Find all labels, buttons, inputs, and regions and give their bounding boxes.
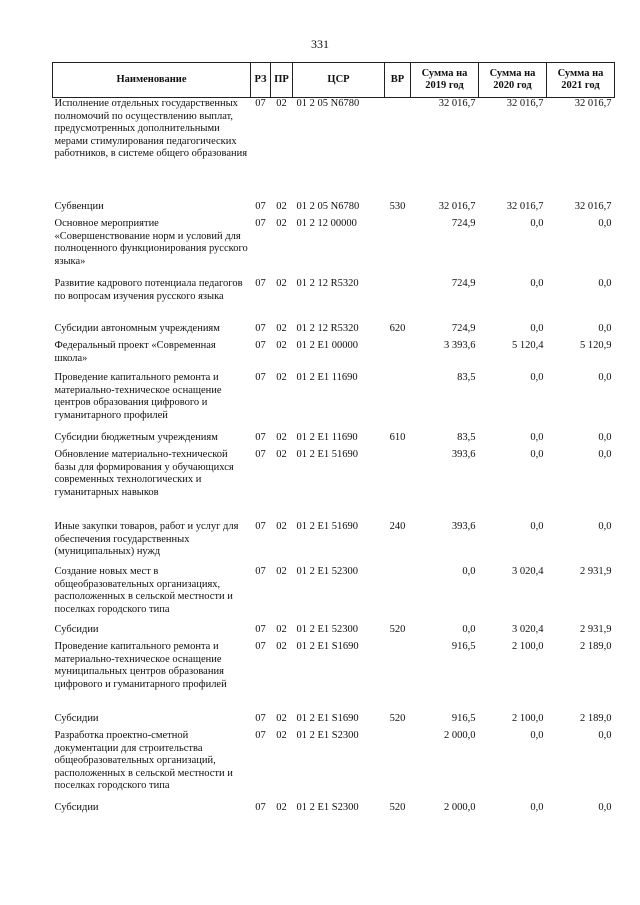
row-name: Проведение капитального ремонта и материально-техническое оснащение муниципальных центров образования цифрового и гуманитарного профилей [54, 641, 227, 690]
table-row [53, 521, 615, 566]
row-csr: 01 2 E1 S2300 [296, 802, 359, 813]
row-name: Проведение капитального ремонта и материально-техническое оснащение центров образования цифрового и гуманитарного профилей [54, 372, 222, 421]
row-pr: 02 [276, 278, 287, 289]
row-pr: 02 [276, 340, 287, 351]
row-rz: 07 [255, 372, 266, 383]
row-sum-2019: 83,5 [457, 372, 476, 383]
table-row [53, 730, 615, 802]
header-2021: Сумма на 2021 год [547, 63, 615, 98]
row-csr: 01 2 05 N6780 [296, 201, 360, 212]
row-sum-2020: 0,0 [530, 802, 544, 813]
table-row [53, 278, 615, 323]
row-sum-2020: 32 016,7 [506, 201, 544, 212]
row-rz: 07 [255, 730, 266, 741]
row-sum-2019: 0,0 [462, 566, 476, 577]
table-row [53, 340, 615, 372]
row-sum-2021: 2 189,0 [580, 641, 612, 652]
row-vr [385, 278, 411, 323]
row-csr: 01 2 E1 S1690 [296, 641, 359, 652]
row-sum-2019: 724,9 [451, 323, 476, 334]
row-name: Иные закупки товаров, работ и услуг для обеспечения государственных (муниципальных) нужд [54, 521, 239, 557]
row-sum-2019: 83,5 [457, 432, 476, 443]
row-sum-2021: 0,0 [598, 521, 612, 532]
table-row [53, 432, 615, 449]
header-csr: ЦСР [293, 63, 385, 98]
row-vr [385, 218, 411, 278]
row-rz: 07 [255, 340, 266, 351]
row-sum-2021: 0,0 [598, 372, 612, 383]
row-pr: 02 [276, 432, 287, 443]
row-sum-2020: 0,0 [530, 730, 544, 741]
row-sum-2019: 3 393,6 [444, 340, 476, 351]
row-rz: 07 [255, 278, 266, 289]
header-vr: ВР [385, 63, 411, 98]
row-pr: 02 [276, 802, 287, 813]
table-header-row [53, 63, 615, 98]
table-row [53, 566, 615, 624]
row-pr: 02 [276, 323, 287, 334]
row-sum-2019: 393,6 [451, 449, 476, 460]
row-rz: 07 [255, 802, 266, 813]
row-name: Субсидии [54, 802, 99, 813]
row-vr [385, 730, 411, 802]
row-csr: 01 2 05 N6780 [296, 98, 360, 109]
row-vr: 240 [389, 521, 406, 532]
row-rz: 07 [255, 98, 266, 109]
row-sum-2020: 0,0 [530, 323, 544, 334]
row-csr: 01 2 E1 S2300 [296, 730, 359, 741]
table-row [53, 449, 615, 521]
row-rz: 07 [255, 566, 266, 577]
row-sum-2020: 0,0 [530, 218, 544, 229]
row-name: Субсидии автономным учреждениям [54, 323, 220, 334]
row-name: Основное мероприятие «Совершенствование норм и условий для полноценного функционирования русского языка» [54, 218, 248, 267]
row-csr: 01 2 E1 S1690 [296, 713, 359, 724]
row-sum-2020: 0,0 [530, 449, 544, 460]
table-row [53, 372, 615, 432]
row-sum-2019: 2 000,0 [444, 802, 476, 813]
table-row [53, 98, 615, 202]
table-row [53, 802, 615, 819]
row-pr: 02 [276, 98, 287, 109]
table-row [53, 641, 615, 713]
row-sum-2019: 916,5 [451, 713, 476, 724]
row-vr: 610 [389, 432, 406, 443]
row-csr: 01 2 E1 51690 [296, 449, 359, 460]
row-sum-2020: 0,0 [530, 432, 544, 443]
row-csr: 01 2 E1 52300 [296, 624, 359, 635]
row-rz: 07 [255, 521, 266, 532]
header-2020: Сумма на 2020 год [479, 63, 547, 98]
row-rz: 07 [255, 432, 266, 443]
header-2019: Сумма на 2019 год [411, 63, 479, 98]
row-sum-2019: 32 016,7 [438, 201, 476, 212]
row-pr: 02 [276, 521, 287, 532]
row-sum-2019: 724,9 [451, 218, 476, 229]
row-rz: 07 [255, 449, 266, 460]
row-sum-2019: 2 000,0 [444, 730, 476, 741]
row-csr: 01 2 E1 11690 [296, 372, 358, 383]
row-vr [385, 372, 411, 432]
budget-table [52, 62, 615, 819]
row-sum-2020: 0,0 [530, 521, 544, 532]
row-name: Разработка проектно-сметной документации для строительства общеобразовательных организаций, расположенных в сельской местности и поселках городского типа [54, 730, 233, 791]
row-pr: 02 [276, 201, 287, 212]
table-row [53, 201, 615, 218]
row-pr: 02 [276, 218, 287, 229]
row-sum-2020: 2 100,0 [512, 641, 544, 652]
table-row [53, 624, 615, 641]
row-vr: 520 [389, 802, 406, 813]
row-sum-2019: 32 016,7 [438, 98, 476, 109]
row-sum-2020: 0,0 [530, 278, 544, 289]
row-rz: 07 [255, 624, 266, 635]
row-vr [385, 449, 411, 521]
row-sum-2021: 0,0 [598, 802, 612, 813]
row-vr [385, 340, 411, 372]
header-name: Наименование [53, 63, 251, 98]
row-vr: 520 [389, 624, 406, 635]
row-sum-2019: 393,6 [451, 521, 476, 532]
header-rz: РЗ [251, 63, 271, 98]
table-row [53, 323, 615, 340]
row-csr: 01 2 E1 52300 [296, 566, 359, 577]
row-sum-2021: 0,0 [598, 278, 612, 289]
row-name: Развитие кадрового потенциала педагогов по вопросам изучения русского языка [54, 278, 243, 302]
row-pr: 02 [276, 641, 287, 652]
row-sum-2020: 0,0 [530, 372, 544, 383]
row-sum-2021: 0,0 [598, 449, 612, 460]
row-sum-2021: 5 120,9 [580, 340, 612, 351]
row-sum-2021: 0,0 [598, 432, 612, 443]
row-sum-2019: 724,9 [451, 278, 476, 289]
row-sum-2020: 32 016,7 [506, 98, 544, 109]
row-sum-2021: 2 189,0 [580, 713, 612, 724]
row-sum-2021: 2 931,9 [580, 566, 612, 577]
row-vr: 620 [389, 323, 406, 334]
row-name: Обновление материально-технической базы для формирования у обучающихся современных технологических и гуманитарных навыков [54, 449, 234, 498]
row-csr: 01 2 12 R5320 [296, 278, 359, 289]
table-row [53, 218, 615, 278]
row-name: Субсидии [54, 624, 99, 635]
row-name: Субвенции [54, 201, 104, 212]
row-sum-2020: 3 020,4 [512, 566, 544, 577]
row-sum-2021: 0,0 [598, 730, 612, 741]
row-name: Субсидии бюджетным учреждениям [54, 432, 218, 443]
row-vr [385, 641, 411, 713]
header-pr: ПР [271, 63, 293, 98]
row-rz: 07 [255, 218, 266, 229]
row-sum-2021: 0,0 [598, 218, 612, 229]
row-vr [385, 98, 411, 202]
row-sum-2021: 2 931,9 [580, 624, 612, 635]
table-body [53, 98, 615, 820]
row-csr: 01 2 E1 00000 [296, 340, 359, 351]
row-name: Исполнение отдельных государственных полномочий по осуществлению выплат, предусмотренных дополнительными мерами стимулирования педагогических работников, в системе общего образования [54, 98, 248, 159]
row-name: Создание новых мест в общеобразовательных организациях, расположенных в сельской местности и поселках городского типа [54, 566, 233, 615]
row-pr: 02 [276, 624, 287, 635]
row-pr: 02 [276, 730, 287, 741]
row-sum-2020: 3 020,4 [512, 624, 544, 635]
row-vr [385, 566, 411, 624]
row-sum-2019: 916,5 [451, 641, 476, 652]
row-vr: 520 [389, 713, 406, 724]
table-row [53, 713, 615, 730]
row-sum-2020: 2 100,0 [512, 713, 544, 724]
row-name: Субсидии [54, 713, 99, 724]
row-pr: 02 [276, 566, 287, 577]
row-rz: 07 [255, 201, 266, 212]
page-number: 331 [311, 37, 329, 51]
row-csr: 01 2 12 R5320 [296, 323, 359, 334]
row-pr: 02 [276, 372, 287, 383]
row-sum-2019: 0,0 [462, 624, 476, 635]
row-vr: 530 [389, 201, 406, 212]
row-sum-2020: 5 120,4 [512, 340, 544, 351]
row-rz: 07 [255, 713, 266, 724]
row-pr: 02 [276, 449, 287, 460]
row-rz: 07 [255, 641, 266, 652]
row-name: Федеральный проект «Современная школа» [54, 340, 216, 364]
row-csr: 01 2 E1 51690 [296, 521, 359, 532]
row-csr: 01 2 12 00000 [296, 218, 357, 229]
row-csr: 01 2 E1 11690 [296, 432, 358, 443]
row-sum-2021: 0,0 [598, 323, 612, 334]
row-rz: 07 [255, 323, 266, 334]
row-sum-2021: 32 016,7 [574, 201, 612, 212]
row-pr: 02 [276, 713, 287, 724]
row-sum-2021: 32 016,7 [574, 98, 612, 109]
